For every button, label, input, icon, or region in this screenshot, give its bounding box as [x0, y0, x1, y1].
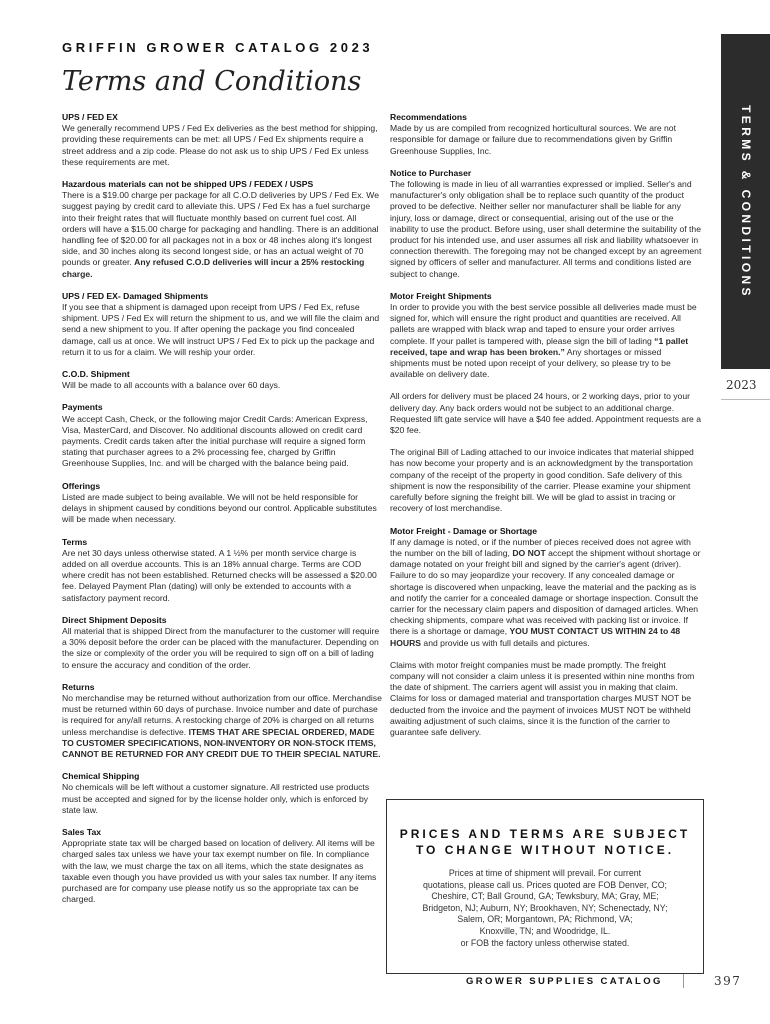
- section-paragraph: [62, 626, 382, 671]
- section-heading: Terms: [62, 536, 88, 547]
- body-text: accept the shipment without shortage or damage notated on your freight bill and signed by the carrier's agent (driver). Failure to do so may jeopardize your recovery. If any concealed damage or shortage is discovered when unpacking, leave the material and the packing as is and notify the carrier for a concealed damage or shortage inspection. Consult the carrier for the necessary claim papers and disposition of damaged articles. When checking shipments, compare what was received with packing list or invoice. If there is a shortage or damage,: [390, 547, 701, 637]
- terms-section: [62, 291, 382, 358]
- body-text: No chemicals will be left without a customer signature. All restricted use products must be accepted and signed for by the license holder only, which is enforced by state law.: [62, 782, 370, 815]
- body-text: Made by us are compiled from recognized horticultural sources. We are not responsible for damage or failure due to recommendations given by Griffin Greenhouse Supplies, Inc.: [390, 123, 676, 156]
- page-title: Terms and Conditions: [62, 66, 362, 97]
- section-heading: Motor Freight - Damage or Shortage: [390, 525, 538, 536]
- side-section-tab: [721, 34, 770, 369]
- footer-divider: [683, 974, 684, 988]
- terms-section: [62, 771, 382, 816]
- terms-section: [62, 615, 382, 671]
- section-heading: Chemical Shipping: [62, 771, 140, 782]
- terms-section: [62, 537, 382, 604]
- body-text: Any shortages or missed shipments must be noted upon receipt of your delivery, so please try to be available on delivery date.: [390, 346, 671, 380]
- section-heading: Payments: [62, 402, 103, 413]
- body-text: We generally recommend UPS / Fed Ex deliveries as the best method for shipping, providing these requirements can be met: all UPS / Fed Ex shipments require a street address and a zip code. Please do not ask us to ship UPS / Fed Ex unless these requirements are met.: [62, 123, 378, 167]
- body-text: Are net 30 days unless otherwise stated. A 1 ½% per month service charge is added on all overdue accounts. This is an 18% annual charge. Terms are COD where credit has not been established. Returned checks will be assessed a $20.00 fee. Delayed Payment Plan (dating) will only be extended to accounts with a satisfactory payment record.: [62, 547, 377, 603]
- body-text: The original Bill of Lading attached to our invoice indicates that material shipped has now become your property and is an acknowledgment by the transportation company of the receipt of the property in good condition. Safe delivery of this shipment is now the responsibility of the carrier. Please examine your shipment carefully before signing the freight bill. We will be glad to assist in tracing or recovery of lost merchandise.: [390, 447, 694, 514]
- section-heading: C.O.D. Shipment: [62, 369, 130, 380]
- body-text: Will be made to all accounts with a balance over 60 days.: [62, 380, 281, 391]
- body-text: We accept Cash, Check, or the following major Credit Cards: American Express, Visa, MasterCard, and Discover. No additional discounts allowed on credit card payments. Credit cards taken after the initial purchase will require a signed form stating that purchaser agrees to a 2% processing fee, charged by Griffin Greenhouse Supplies, Inc. and will be charged with the balance being paid.: [62, 413, 368, 469]
- notice-title-line: TO CHANGE WITHOUT NOTICE.: [415, 843, 675, 857]
- body-text: In order to provide you with the best service possible all deliveries made must be signed for, which will ensure the right product and quantities are received. All pallets are wrapped with black wrap and taped to ensure your order arrives complete. If your pallet is tampered with, please sign the bill of lading: [390, 302, 697, 346]
- bold-text: DO NOT: [512, 547, 546, 558]
- terms-section: [390, 168, 702, 280]
- section-paragraph: [62, 302, 382, 358]
- section-heading: Motor Freight Shipments: [390, 290, 492, 301]
- section-paragraph: [62, 838, 382, 905]
- terms-section: [62, 402, 382, 469]
- notice-line: quotations, please call us. Prices quoted are FOB Denver, CO;: [423, 879, 667, 890]
- bold-text: YOU MUST CONTACT US WITHIN 24 to 48 HOURS: [390, 626, 681, 648]
- terms-section: [62, 682, 382, 760]
- terms-section: [390, 526, 702, 739]
- side-tab-label: TERMS & CONDITIONS: [738, 104, 753, 299]
- body-text: All material that is shipped Direct from the manufacturer to the customer will require a 30% deposit before the order can be placed with the manufacturer. Depending on the size or complexity of the order you will be required to sign off on a bill of lading to ensure the accuracy and condition of the order.: [62, 625, 380, 670]
- notice-line: Bridgeton, NJ; Auburn, NY; Brookhaven, NY; Schenectady, NY;: [422, 902, 668, 913]
- section-paragraph: [62, 414, 382, 470]
- right-column: [390, 112, 702, 749]
- section-heading: Returns: [62, 681, 95, 692]
- terms-section: [62, 481, 382, 526]
- terms-section: [62, 827, 382, 905]
- side-year: 2023: [726, 378, 757, 392]
- body-text: Claims with motor freight companies must be made promptly. The freight company will not consider a claim unless it is presented within nine months from the date of shipment. The carriers agent will assist you in making that claim. Claims for loss or damaged material and transportation charges MUST NOT be deducted from the invoice and the payment of invoices MUST NOT be withheld awaiting adjustment of such claims, since it is the function of the carrier to guarantee safe delivery.: [390, 659, 695, 737]
- section-heading: Hazardous materials can not be shipped UPS / FEDEX / USPS: [62, 179, 314, 190]
- body-text: All orders for delivery must be placed 24 hours, or 2 working days, prior to your delivery day. Any back orders would not be subject to an additional charge. Requested lift gate service will have a $40 fee added. Appointment requests are a $20 fee.: [390, 391, 702, 436]
- section-heading: Sales Tax: [62, 826, 102, 837]
- notice-line: Knoxville, TN; and Woodridge, IL.: [479, 925, 611, 936]
- left-column: [62, 112, 382, 916]
- body-text: Appropriate state tax will be charged based on location of delivery. All items will be charged sales tax unless we have your tax exempt number on file. In compliance with the law, we must charge the tax on all items, which the state designates as taxable even though you have provided us with your sales tax number. If any items purchased are for company use please notify us so the appropriate tax can be charged.: [62, 838, 377, 905]
- notice-line: Cheshire, CT; Ball Ground, GA; Tewksbury, MA; Gray, ME;: [431, 891, 659, 902]
- section-paragraph: [390, 660, 702, 738]
- body-text: There is a $19.00 charge per package for all C.O.D deliveries by UPS / Fed Ex. We suggest paying by credit card to alleviate this. UPS / Fed Ex has a fuel surcharge into their freight rates that will fluctuate monthly based on current fuel cost. All orders will have a $15.00 charge for packaging and handling. There is an additional handling fee of $20.00 for all packages not in a box or 48 inches along it's longest side, and 30 inches along its second longest side, or has an actual weight of 70 pounds or greater.: [62, 190, 380, 268]
- body-text: If any damage is noted, or if the number of pieces received does not agree with the number on the bill of lading,: [390, 536, 691, 558]
- section-paragraph: [390, 447, 702, 514]
- notice-line: Prices at time of shipment will prevail. For current: [448, 868, 642, 878]
- section-paragraph: [390, 123, 702, 157]
- notice-body: [387, 868, 703, 949]
- section-paragraph: [62, 190, 382, 280]
- body-text: No merchandise may be returned without authorization from our office. Merchandise must be returned within 60 days of purchase. Invoice number and date of purchase is required for any/all returns. A restocking charge of 20% is charged on all returns unless merchandise is defective.: [62, 692, 382, 737]
- bold-text: ITEMS THAT ARE SPECIAL ORDERED, MADE TO CUSTOMER SPECIFICATIONS, NON-INVENTORY OR NON-STOCK ITEMS, CANNOT BE RETURNED FOR ANY CREDIT DUE TO THEIR SPECIAL NATURE.: [62, 726, 381, 759]
- bold-text: Any refused C.O.D deliveries will incur a 25% restocking charge.: [62, 257, 365, 279]
- notice-line: or FOB the factory unless otherwise stated.: [460, 937, 630, 948]
- section-paragraph: [390, 537, 702, 649]
- section-heading: Recommendations: [390, 112, 467, 122]
- body-text: The following is made in lieu of all warranties expressed or implied. Seller's and manufacturer's only obligation shall be to replace such quantity of the product proved to be defective. Neither seller nor manufacturer shall be liable for any injury, loss or damage, direct or consequential, arising out of the use or the inability to use the product. Before using, user shall determine the suitability of the product for his intended use, and user assumes all risk and liability whatsoever in connection therewith. The foregoing may not be changed except by an agreement signed by officers of seller and manufacturer. All terms and conditions listed are subject to change.: [390, 179, 702, 279]
- terms-section: [390, 291, 702, 515]
- section-paragraph: [62, 782, 382, 816]
- bold-text: “1 pallet received, tape and wrap has been broken.”: [390, 335, 689, 357]
- footer-catalog-label: GROWER SUPPLIES CATALOG: [466, 976, 663, 987]
- body-text: If you see that a shipment is damaged upon receipt from UPS / Fed Ex, refuse shipment. UPS / Fed Ex will return the shipment to us, and we will file the claim and send a new shipment to you. If after opening the package you find concealed damage, call us at once. We will instruct UPS / Fed Ex to pick up the package and return it to us for a claim. We will reship your order.: [62, 302, 380, 357]
- section-heading: Offerings: [62, 480, 101, 491]
- notice-title-line: PRICES AND TERMS ARE SUBJECT: [399, 827, 691, 841]
- terms-section: [62, 369, 382, 391]
- terms-section: [390, 112, 702, 157]
- terms-section: [62, 179, 382, 280]
- section-paragraph: [390, 302, 702, 380]
- section-paragraph: [62, 123, 382, 168]
- price-notice-box: [386, 799, 704, 974]
- section-paragraph: [62, 693, 382, 760]
- section-heading: Direct Shipment Deposits: [62, 614, 167, 625]
- notice-line: Salem, OR; Morgantown, PA; Richmond, VA;: [457, 914, 633, 925]
- body-text: and provide us with full details and pictures.: [421, 637, 590, 648]
- catalog-eyebrow: GRIFFIN GROWER CATALOG 2023: [62, 40, 374, 55]
- body-text: Listed are made subject to being available. We will not be held responsible for delays in shipment caused by conditions beyond our control. Applicable substitutes will be made when necessary.: [62, 491, 377, 525]
- notice-title: [387, 826, 703, 858]
- section-paragraph: [390, 391, 702, 436]
- section-paragraph: [390, 179, 702, 280]
- section-heading: UPS / FED EX: [62, 112, 118, 122]
- section-paragraph: [62, 492, 382, 526]
- section-paragraph: [62, 380, 382, 391]
- section-heading: Notice to Purchaser: [390, 167, 472, 178]
- section-paragraph: [62, 548, 382, 604]
- terms-section: [62, 112, 382, 168]
- side-divider: [721, 399, 770, 400]
- page-number: 397: [714, 974, 742, 988]
- section-heading: UPS / FED EX- Damaged Shipments: [62, 290, 209, 301]
